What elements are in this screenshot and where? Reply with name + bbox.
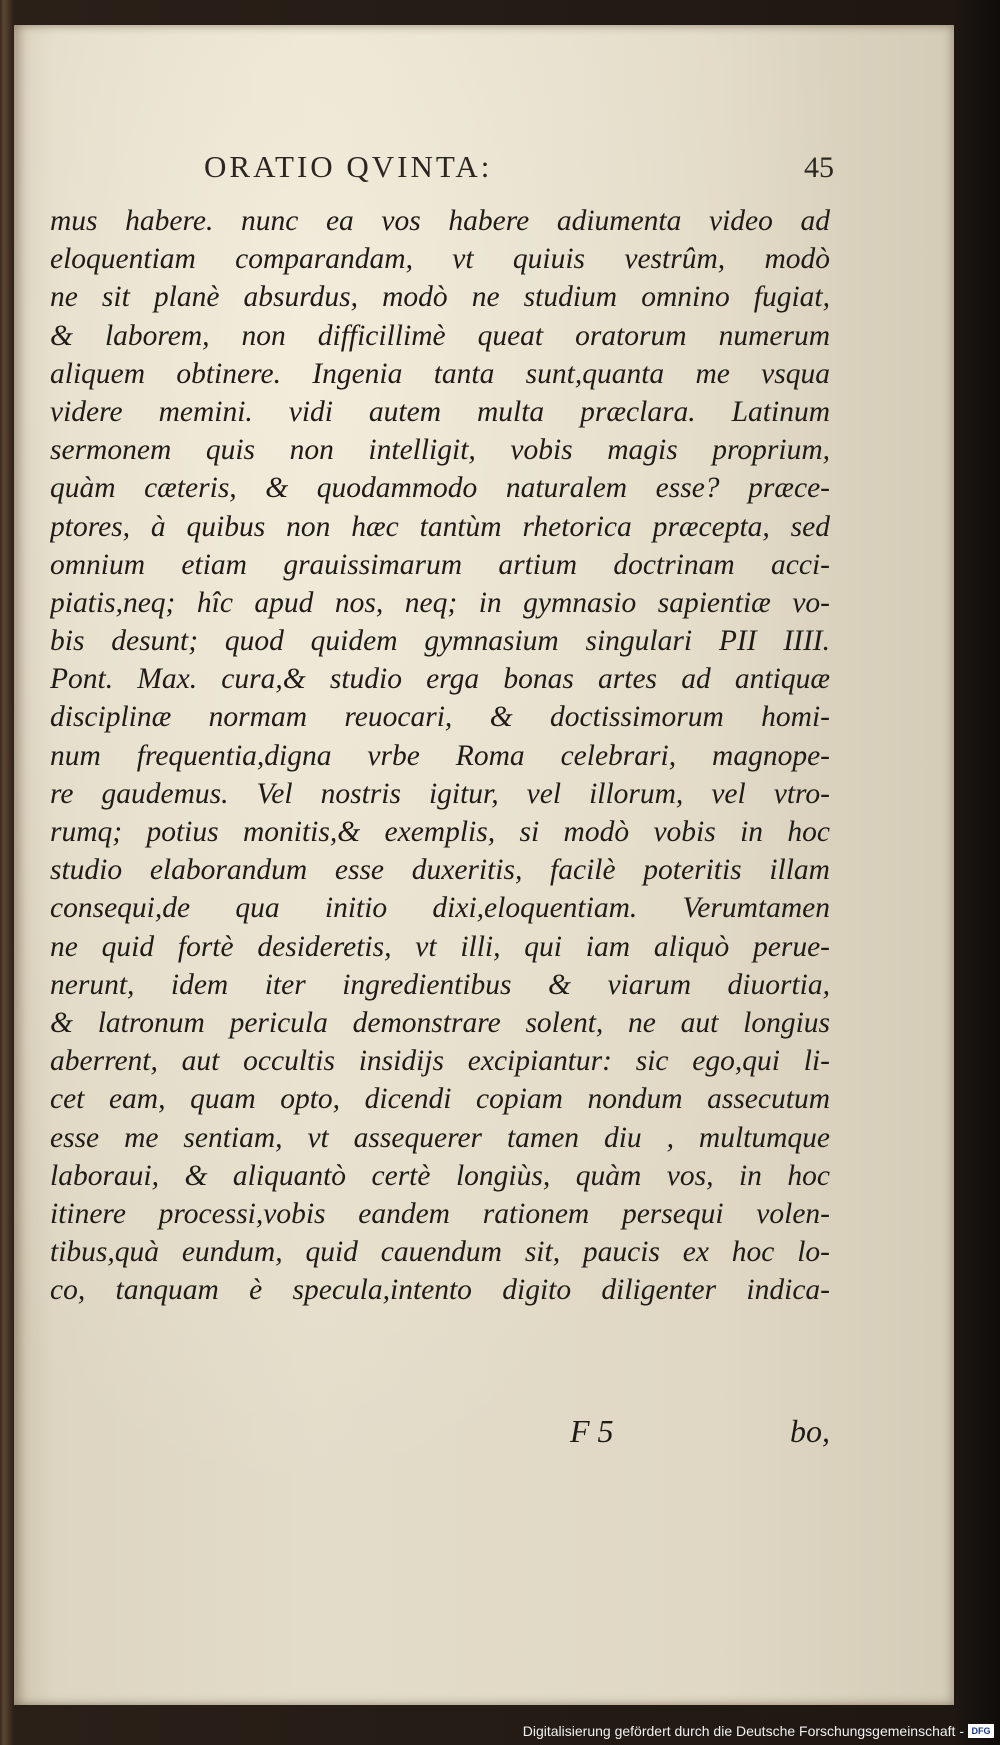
text-line: laboraui, & aliquantò certè longiùs, quàm vos, in hoc	[50, 1159, 830, 1192]
text-line: num frequentia,digna vrbe Roma celebrari, magnope-	[50, 739, 830, 772]
credit-text: Digitalisierung gefördert durch die Deutsche Forschungsgemeinschaft -	[522, 1723, 964, 1739]
body-text	[50, 202, 830, 1309]
text-line: sermonem quis non intelligit, vobis magis proprium,	[50, 434, 830, 467]
text-line: esse me sentiam, vt assequerer tamen diu , multumque	[50, 1121, 830, 1154]
text-line: aliquem obtinere. Ingenia tanta sunt,quanta me vsqua	[50, 357, 830, 390]
page-footer	[50, 1413, 830, 1457]
text-line: ne quid fortè desideretis, vt illi, qui iam aliquò perue-	[50, 930, 830, 963]
text-line: eloquentiam comparandam, vt quiuis vestrûm, modò	[50, 243, 830, 276]
page-number: 45	[804, 151, 834, 184]
text-line: nerunt, idem iter ingredientibus & viarum diuortia,	[50, 968, 830, 1001]
text-line: quàm cæteris, & quodammodo naturalem esse? præce-	[50, 472, 830, 505]
text-line: & latronum pericula demonstrare solent, ne aut longius	[50, 1006, 830, 1039]
text-line: & laborem, non difficillimè queat oratorum numerum	[50, 319, 830, 352]
text-line: disciplinæ normam reuocari, & doctissimorum homi-	[50, 701, 830, 734]
book-page	[14, 25, 954, 1705]
dfg-logo-icon: DFG	[968, 1724, 994, 1738]
text-line: consequi,de qua initio dixi,eloquentiam. Verumtamen	[50, 892, 830, 925]
page-header	[204, 149, 834, 189]
digitization-credit	[523, 1720, 994, 1742]
text-line: cet eam, quam opto, dicendi copiam nondum assecutum	[50, 1083, 830, 1116]
text-line: studio elaborandum esse duxeritis, facilè poteritis illam	[50, 854, 830, 887]
catchword: bo,	[790, 1413, 830, 1449]
text-line: co, tanquam è specula,intento digito diligenter indica-	[50, 1274, 830, 1307]
text-line: ne sit planè absurdus, modò ne studium omnino fugiat,	[50, 281, 830, 314]
text-line: ptores, à quibus non hæc tantùm rhetorica præcepta, sed	[50, 510, 830, 543]
text-line: videre memini. vidi autem multa præclara. Latinum	[50, 395, 830, 428]
signature-mark: F 5	[570, 1413, 614, 1449]
text-line: rumq; potius monitis,& exemplis, si modò vobis in hoc	[50, 816, 830, 848]
running-title: ORATIO QVINTA:	[204, 149, 493, 184]
text-line: tibus,quà eundum, quid cauendum sit, paucis ex hoc lo-	[50, 1236, 830, 1269]
text-line: omnium etiam grauissimarum artium doctrinam acci-	[50, 548, 830, 581]
text-line: mus habere. nunc ea vos habere adiumenta video ad	[50, 205, 830, 237]
text-line: aberrent, aut occultis insidijs excipiantur: sic ego,qui li-	[50, 1045, 830, 1078]
text-line: re gaudemus. Vel nostris igitur, vel illorum, vel vtro-	[50, 777, 830, 810]
text-line: Pont. Max. cura,& studio erga bonas artes ad antiquæ	[50, 663, 830, 696]
text-line: piatis,neq; hîc apud nos, neq; in gymnasio sapientiæ vo-	[50, 586, 830, 619]
text-line: itinere processi,vobis eandem rationem persequi volen-	[50, 1197, 830, 1230]
text-line: bis desunt; quod quidem gymnasium singulari PII IIII.	[50, 625, 830, 658]
